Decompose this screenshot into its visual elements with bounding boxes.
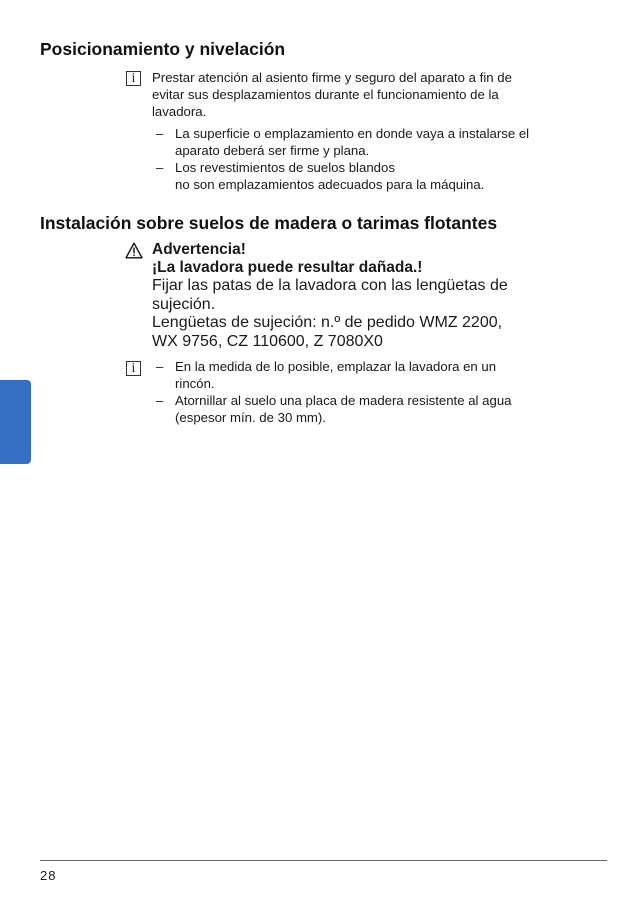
positioning-content — [152, 69, 612, 193]
info-icon: i — [126, 71, 141, 86]
warning-box — [152, 241, 612, 351]
wood-floor-tips — [152, 358, 612, 426]
list-item: – Los revestimientos de suelos blandos no son emplazamientos adecuados para la máquina. — [156, 160, 485, 192]
page-number: 28 — [40, 868, 57, 883]
footer-divider — [40, 860, 607, 861]
warning-subtitle: ¡La lavadora puede resultar dañada.! — [152, 259, 423, 276]
positioning-note: Prestar atención al asiento firme y seguro del aparato a fin de evitar sus desplazamientos durante el funcionamiento de la lavadora. — [152, 70, 512, 119]
section-title-wood-floors: Instalación sobre suelos de madera o tarimas flotantes — [40, 213, 498, 233]
list-item: – La superficie o emplazamiento en donde vaya a instalarse el aparato deberá ser firme y plana. — [156, 126, 530, 158]
warning-body: Fijar las patas de la lavadora con las lengüetas de sujeción. Lengüetas de sujeción: n.º de pedido WMZ 2200, WX 9756, CZ 110600, Z 7080X0 — [152, 277, 508, 350]
section-tab-marker — [0, 380, 31, 464]
section-title-positioning: Posicionamiento y nivelación — [40, 39, 286, 59]
warning-triangle-icon — [125, 242, 143, 259]
warning-title: Advertencia! — [152, 241, 246, 258]
info-icon: i — [126, 361, 141, 376]
list-item: – Atornillar al suelo una placa de madera resistente al agua (espesor mín. de 30 mm). — [156, 393, 512, 425]
list-item: – En la medida de lo posible, emplazar la lavadora en un rincón. — [156, 359, 497, 391]
